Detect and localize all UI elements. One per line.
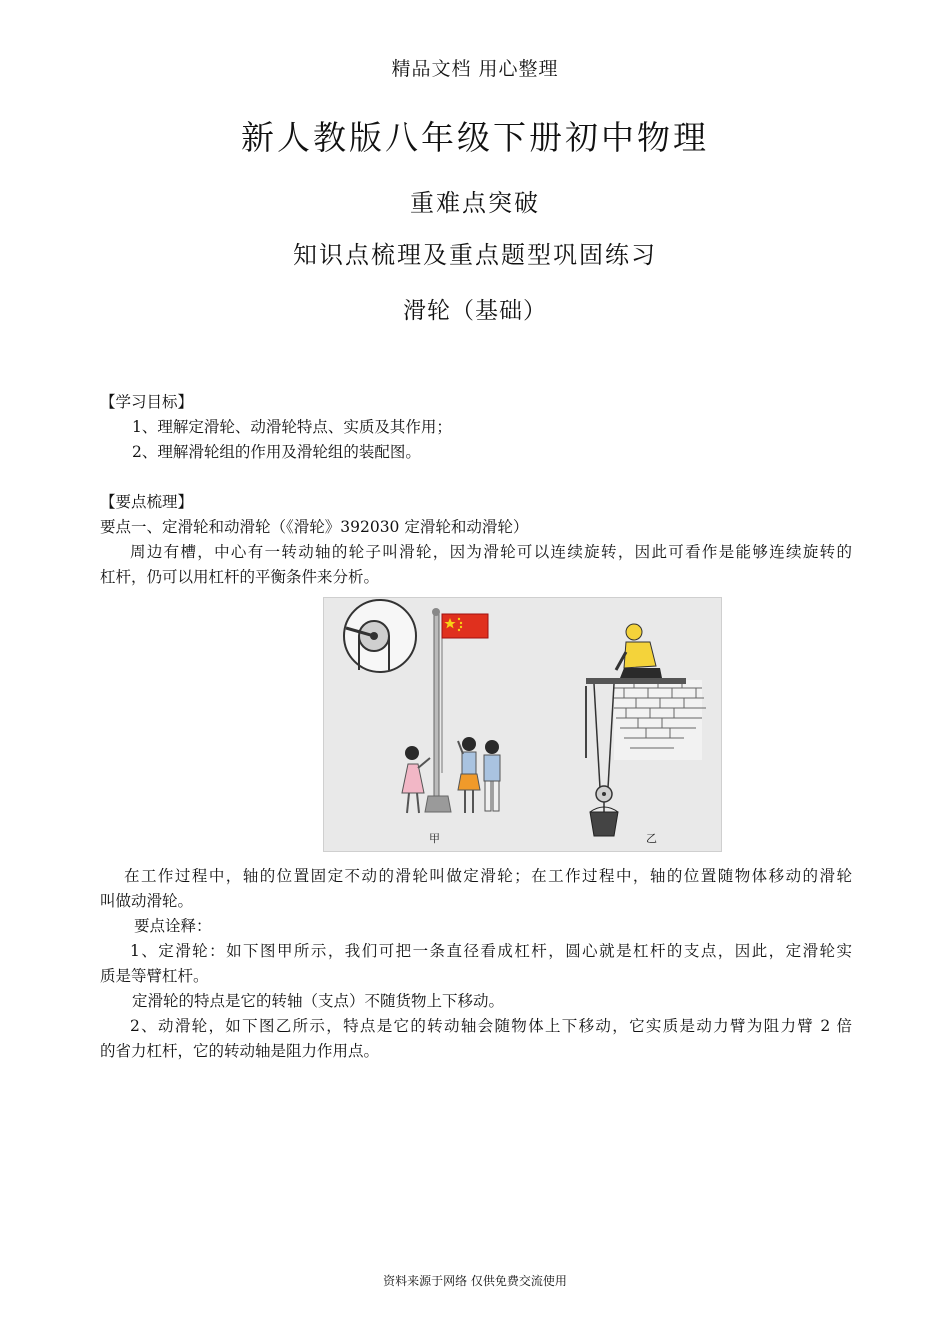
item2-line1: 2、动滑轮，如下图乙所示，特点是它的转动轴会随物体上下移动，它实质是动力臂为阻力臂 2 倍 — [130, 1017, 852, 1035]
footer-note: 资料来源于网络 仅供免费交流使用 — [383, 1274, 567, 1288]
objectives-heading: 【学习目标】 — [100, 393, 194, 411]
point1-title: 要点一、定滑轮和动滑轮（《滑轮》392030 定滑轮和动滑轮） — [100, 518, 529, 536]
item1-line2: 质是等臂杠杆。 — [100, 967, 209, 985]
objective-item-2: 2、理解滑轮组的作用及滑轮组的装配图。 — [132, 443, 421, 461]
subtitle-topic: 滑轮（基础） — [403, 298, 547, 324]
page-title: 新人教版八年级下册初中物理 — [241, 118, 709, 157]
objective-item-1: 1、理解定滑轮、动滑轮特点、实质及其作用； — [132, 418, 452, 436]
para2-line1: 在工作过程中，轴的位置固定不动的滑轮叫做定滑轮；在工作过程中，轴的位置随物体移动的滑轮 — [124, 867, 852, 885]
pulley-illustration — [323, 597, 722, 852]
para2-line2: 叫做动滑轮。 — [100, 892, 194, 910]
figure-label-left: 甲 — [429, 832, 440, 845]
national-flag-icon — [442, 614, 488, 638]
item1-line1: 1、定滑轮：如下图甲所示，我们可把一条直径看成杠杆，圆心就是杠杆的支点，因此，定滑轮实 — [130, 942, 852, 960]
fixed-pulley-magnified-icon — [344, 600, 416, 672]
subtitle-key-difficulties: 重难点突破 — [410, 189, 540, 217]
item1-extra: 定滑轮的特点是它的转轴（支点）不随货物上下移动。 — [132, 992, 505, 1010]
subtitle-knowledge-review: 知识点梳理及重点题型巩固练习 — [293, 241, 657, 269]
pulley-illustration-svg — [324, 598, 721, 851]
key-points-heading: 【要点梳理】 — [100, 493, 194, 511]
figure-label-right: 乙 — [646, 832, 657, 845]
para1-line2: 杠杆，仍可以用杠杆的平衡条件来分析。 — [100, 568, 380, 586]
header-note: 精品文档 用心整理 — [391, 58, 559, 80]
brick-wall-icon — [614, 680, 706, 760]
item2-line2: 的省力杠杆，它的转动轴是阻力作用点。 — [100, 1042, 380, 1060]
explain-heading: 要点诠释： — [134, 917, 212, 935]
para1-line1: 周边有槽，中心有一转动轴的轮子叫滑轮，因为滑轮可以连续旋转，因此可看作是能够连续旋转的 — [130, 543, 852, 561]
